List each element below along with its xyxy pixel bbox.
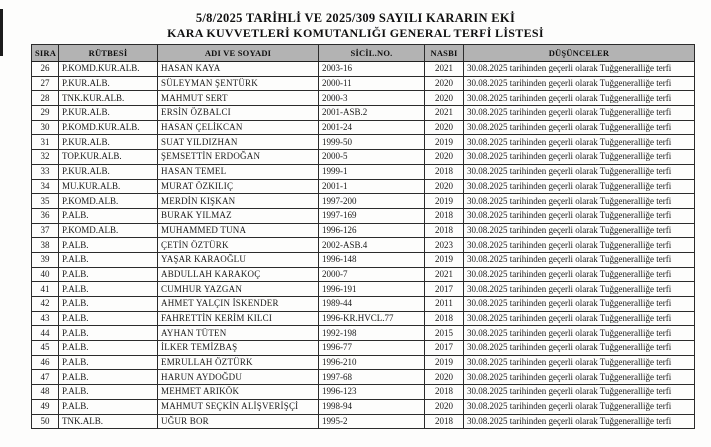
cell-dusunceler: 30.08.2025 tarihinden geçerli olarak Tuğgeneralliğe terfi: [464, 267, 695, 282]
cell-sira: 31: [32, 135, 59, 150]
cell-sicil-no: 2003-16: [319, 62, 425, 77]
cell-adi-soyadi: MEHMET ARIKÖK: [158, 385, 319, 400]
cell-sira: 33: [32, 164, 59, 179]
cell-rutbesi: P.ALB.: [59, 399, 158, 414]
cell-adi-soyadi: FAHRETTİN KERİM KILCI: [158, 311, 319, 326]
cell-nasbi: 2020: [425, 150, 464, 165]
cell-rutbesi: P.ALB.: [59, 311, 158, 326]
cell-adi-soyadi: HARUN AYDOĞDU: [158, 370, 319, 385]
cell-sicil-no: 1996-123: [319, 385, 425, 400]
cell-nasbi: 2019: [425, 135, 464, 150]
header-sira: SIRA: [32, 45, 59, 62]
table-row: [32, 326, 695, 341]
cell-adi-soyadi: ŞEMSETTİN ERDOĞAN: [158, 150, 319, 165]
cell-dusunceler: 30.08.2025 tarihinden geçerli olarak Tuğgeneralliğe terfi: [464, 385, 695, 400]
cell-dusunceler: 30.08.2025 tarihinden geçerli olarak Tuğgeneralliğe terfi: [464, 414, 695, 429]
cell-nasbi: 2015: [425, 326, 464, 341]
header-rutbesi: RÜTBESİ: [59, 45, 158, 62]
cell-sicil-no: 1996-77: [319, 341, 425, 356]
cell-nasbi: 2018: [425, 311, 464, 326]
cell-dusunceler: 30.08.2025 tarihinden geçerli olarak Tuğgeneralliğe terfi: [464, 252, 695, 267]
cell-adi-soyadi: AYHAN TÜTEN: [158, 326, 319, 341]
cell-sicil-no: 1997-68: [319, 370, 425, 385]
cell-nasbi: 2021: [425, 106, 464, 121]
cell-sira: 42: [32, 297, 59, 312]
table-row: [32, 120, 695, 135]
cell-rutbesi: P.KOMD.ALB.: [59, 223, 158, 238]
cell-nasbi: 2020: [425, 120, 464, 135]
cell-nasbi: 2020: [425, 370, 464, 385]
cell-adi-soyadi: BURAK YILMAZ: [158, 208, 319, 223]
cell-sira: 45: [32, 341, 59, 356]
table-body: [32, 62, 695, 429]
cell-adi-soyadi: HASAN KAYA: [158, 62, 319, 77]
table-row: [32, 238, 695, 253]
cell-adi-soyadi: SÜLEYMAN ŞENTÜRK: [158, 76, 319, 91]
cell-rutbesi: P.KOMD.KUR.ALB.: [59, 120, 158, 135]
cell-adi-soyadi: MAHMUT SEÇKİN ALİŞVERİŞÇİ: [158, 399, 319, 414]
cell-rutbesi: TNK.ALB.: [59, 414, 158, 429]
table-row: [32, 164, 695, 179]
cell-sira: 34: [32, 179, 59, 194]
cell-nasbi: 2021: [425, 267, 464, 282]
table-row: [32, 311, 695, 326]
cell-rutbesi: P.KOMD.KUR.ALB.: [59, 62, 158, 77]
cell-sicil-no: 2001-1: [319, 179, 425, 194]
cell-adi-soyadi: MURAT ÖZKILIÇ: [158, 179, 319, 194]
table-row: [32, 399, 695, 414]
cell-sira: 39: [32, 252, 59, 267]
cell-adi-soyadi: EMRULLAH ÖZTÜRK: [158, 355, 319, 370]
table-row: [32, 106, 695, 121]
cell-rutbesi: P.KUR.ALB.: [59, 76, 158, 91]
cell-rutbesi: P.KUR.ALB.: [59, 135, 158, 150]
cell-sicil-no: 2002-ASB.4: [319, 238, 425, 253]
promotion-list-table: [31, 44, 695, 429]
cell-sicil-no: 2001-24: [319, 120, 425, 135]
cell-rutbesi: P.ALB.: [59, 252, 158, 267]
cell-adi-soyadi: MUHAMMED TUNA: [158, 223, 319, 238]
cell-nasbi: 2019: [425, 194, 464, 209]
table-row: [32, 370, 695, 385]
cell-dusunceler: 30.08.2025 tarihinden geçerli olarak Tuğgeneralliğe terfi: [464, 282, 695, 297]
cell-sira: 44: [32, 326, 59, 341]
cell-sira: 37: [32, 223, 59, 238]
cell-rutbesi: TOP.KUR.ALB.: [59, 150, 158, 165]
cell-sicil-no: 2000-7: [319, 267, 425, 282]
cell-sira: 49: [32, 399, 59, 414]
cell-sira: 32: [32, 150, 59, 165]
cell-rutbesi: P.ALB.: [59, 267, 158, 282]
cell-nasbi: 2020: [425, 179, 464, 194]
cell-nasbi: 2018: [425, 414, 464, 429]
cell-sira: 36: [32, 208, 59, 223]
document-title: [0, 11, 711, 41]
cell-sira: 50: [32, 414, 59, 429]
cell-nasbi: 2018: [425, 164, 464, 179]
cell-nasbi: 2017: [425, 282, 464, 297]
table-row: [32, 355, 695, 370]
table-row: [32, 62, 695, 77]
cell-nasbi: 2019: [425, 355, 464, 370]
cell-adi-soyadi: HASAN TEMEL: [158, 164, 319, 179]
cell-sicil-no: 1996-191: [319, 282, 425, 297]
cell-sira: 35: [32, 194, 59, 209]
cell-nasbi: 2020: [425, 399, 464, 414]
cell-dusunceler: 30.08.2025 tarihinden geçerli olarak Tuğgeneralliğe terfi: [464, 370, 695, 385]
cell-dusunceler: 30.08.2025 tarihinden geçerli olarak Tuğgeneralliğe terfi: [464, 179, 695, 194]
cell-sira: 30: [32, 120, 59, 135]
cell-rutbesi: P.ALB.: [59, 355, 158, 370]
cell-sicil-no: 2000-5: [319, 150, 425, 165]
cell-rutbesi: P.ALB.: [59, 326, 158, 341]
cell-sira: 48: [32, 385, 59, 400]
table-row: [32, 76, 695, 91]
table-row: [32, 267, 695, 282]
table-row: [32, 179, 695, 194]
cell-adi-soyadi: İLKER TEMİZBAŞ: [158, 341, 319, 356]
header-adi-ve-soyadi: ADI VE SOYADI: [158, 45, 319, 62]
cell-rutbesi: P.KOMD.ALB.: [59, 194, 158, 209]
cell-dusunceler: 30.08.2025 tarihinden geçerli olarak Tuğgeneralliğe terfi: [464, 150, 695, 165]
table-row: [32, 135, 695, 150]
cell-nasbi: 2021: [425, 62, 464, 77]
cell-adi-soyadi: SUAT YILDIZHAN: [158, 135, 319, 150]
table-row: [32, 150, 695, 165]
cell-dusunceler: 30.08.2025 tarihinden geçerli olarak Tuğgeneralliğe terfi: [464, 341, 695, 356]
cell-adi-soyadi: ÇETİN ÖZTÜRK: [158, 238, 319, 253]
cell-rutbesi: P.ALB.: [59, 341, 158, 356]
cell-sira: 41: [32, 282, 59, 297]
cell-rutbesi: P.ALB.: [59, 385, 158, 400]
cell-rutbesi: P.KUR.ALB.: [59, 164, 158, 179]
cell-dusunceler: 30.08.2025 tarihinden geçerli olarak Tuğgeneralliğe terfi: [464, 297, 695, 312]
table-row: [32, 385, 695, 400]
cell-sicil-no: 1997-169: [319, 208, 425, 223]
cell-dusunceler: 30.08.2025 tarihinden geçerli olarak Tuğgeneralliğe terfi: [464, 135, 695, 150]
cell-dusunceler: 30.08.2025 tarihinden geçerli olarak Tuğgeneralliğe terfi: [464, 311, 695, 326]
cell-sicil-no: 1996-210: [319, 355, 425, 370]
table-row: [32, 414, 695, 429]
cell-dusunceler: 30.08.2025 tarihinden geçerli olarak Tuğgeneralliğe terfi: [464, 326, 695, 341]
title-line-1: 5/8/2025 TARİHLİ VE 2025/309 SAYILI KARARIN EKİ: [195, 11, 516, 25]
cell-dusunceler: 30.08.2025 tarihinden geçerli olarak Tuğgeneralliğe terfi: [464, 208, 695, 223]
cell-nasbi: 2020: [425, 91, 464, 106]
cell-sicil-no: 2000-11: [319, 76, 425, 91]
cell-rutbesi: P.ALB.: [59, 208, 158, 223]
cell-dusunceler: 30.08.2025 tarihinden geçerli olarak Tuğgeneralliğe terfi: [464, 399, 695, 414]
cell-dusunceler: 30.08.2025 tarihinden geçerli olarak Tuğgeneralliğe terfi: [464, 355, 695, 370]
cell-sicil-no: 1996-148: [319, 252, 425, 267]
cell-sicil-no: 1997-200: [319, 194, 425, 209]
cell-sicil-no: 1999-1: [319, 164, 425, 179]
cell-nasbi: 2018: [425, 385, 464, 400]
cell-adi-soyadi: HASAN ÇELİKCAN: [158, 120, 319, 135]
table-row: [32, 208, 695, 223]
cell-sicil-no: 1989-44: [319, 297, 425, 312]
cell-sicil-no: 2000-3: [319, 91, 425, 106]
cell-sira: 47: [32, 370, 59, 385]
table-row: [32, 282, 695, 297]
cell-rutbesi: TNK.KUR.ALB.: [59, 91, 158, 106]
cell-adi-soyadi: ERSİN ÖZBALCI: [158, 106, 319, 121]
cell-sicil-no: 1998-94: [319, 399, 425, 414]
title-line-2: KARA KUVVETLERİ KOMUTANLIĞI GENERAL TERFİ LİSTESİ: [167, 26, 544, 40]
cell-nasbi: 2023: [425, 238, 464, 253]
cell-sicil-no: 1999-50: [319, 135, 425, 150]
table-row: [32, 91, 695, 106]
cell-adi-soyadi: ABDULLAH KARAKOÇ: [158, 267, 319, 282]
table-row: [32, 297, 695, 312]
cell-dusunceler: 30.08.2025 tarihinden geçerli olarak Tuğgeneralliğe terfi: [464, 223, 695, 238]
cell-adi-soyadi: UĞUR BOR: [158, 414, 319, 429]
cell-sira: 46: [32, 355, 59, 370]
cell-rutbesi: P.ALB.: [59, 282, 158, 297]
cell-sira: 38: [32, 238, 59, 253]
cell-nasbi: 2018: [425, 223, 464, 238]
cell-sicil-no: 1995-2: [319, 414, 425, 429]
cell-adi-soyadi: AHMET YALÇIN İSKENDER: [158, 297, 319, 312]
header-dusunceler: DÜŞÜNCELER: [464, 45, 695, 62]
cell-nasbi: 2018: [425, 208, 464, 223]
cell-sira: 27: [32, 76, 59, 91]
cell-nasbi: 2011: [425, 297, 464, 312]
header-nasbi: NASBI: [425, 45, 464, 62]
cell-sira: 40: [32, 267, 59, 282]
cell-adi-soyadi: YAŞAR KARAOĞLU: [158, 252, 319, 267]
cell-nasbi: 2020: [425, 76, 464, 91]
header-sicil-no: SİCİL.NO.: [319, 45, 425, 62]
cell-adi-soyadi: MERDİN KIŞKAN: [158, 194, 319, 209]
cell-rutbesi: MU.KUR.ALB.: [59, 179, 158, 194]
cell-sira: 43: [32, 311, 59, 326]
cell-rutbesi: P.ALB.: [59, 238, 158, 253]
cell-dusunceler: 30.08.2025 tarihinden geçerli olarak Tuğgeneralliğe terfi: [464, 62, 695, 77]
cell-rutbesi: P.ALB.: [59, 370, 158, 385]
cell-dusunceler: 30.08.2025 tarihinden geçerli olarak Tuğgeneralliğe terfi: [464, 106, 695, 121]
cell-rutbesi: P.KUR.ALB.: [59, 106, 158, 121]
cell-sicil-no: 1996-KR.HVCL.77: [319, 311, 425, 326]
cell-sira: 28: [32, 91, 59, 106]
cell-adi-soyadi: CUMHUR YAZGAN: [158, 282, 319, 297]
cell-dusunceler: 30.08.2025 tarihinden geçerli olarak Tuğgeneralliğe terfi: [464, 76, 695, 91]
table-row: [32, 341, 695, 356]
cell-nasbi: 2019: [425, 252, 464, 267]
cell-sira: 26: [32, 62, 59, 77]
cell-nasbi: 2017: [425, 341, 464, 356]
cell-sicil-no: 2001-ASB.2: [319, 106, 425, 121]
table-header-row: [32, 45, 695, 62]
table-row: [32, 223, 695, 238]
cell-rutbesi: P.ALB.: [59, 297, 158, 312]
cell-sicil-no: 1996-126: [319, 223, 425, 238]
cell-sicil-no: 1992-198: [319, 326, 425, 341]
cell-dusunceler: 30.08.2025 tarihinden geçerli olarak Tuğgeneralliğe terfi: [464, 194, 695, 209]
table-row: [32, 252, 695, 267]
cell-dusunceler: 30.08.2025 tarihinden geçerli olarak Tuğgeneralliğe terfi: [464, 120, 695, 135]
cell-dusunceler: 30.08.2025 tarihinden geçerli olarak Tuğgeneralliğe terfi: [464, 238, 695, 253]
cell-adi-soyadi: MAHMUT SERT: [158, 91, 319, 106]
table-row: [32, 194, 695, 209]
cell-dusunceler: 30.08.2025 tarihinden geçerli olarak Tuğgeneralliğe terfi: [464, 164, 695, 179]
cell-dusunceler: 30.08.2025 tarihinden geçerli olarak Tuğgeneralliğe terfi: [464, 91, 695, 106]
cell-sira: 29: [32, 106, 59, 121]
